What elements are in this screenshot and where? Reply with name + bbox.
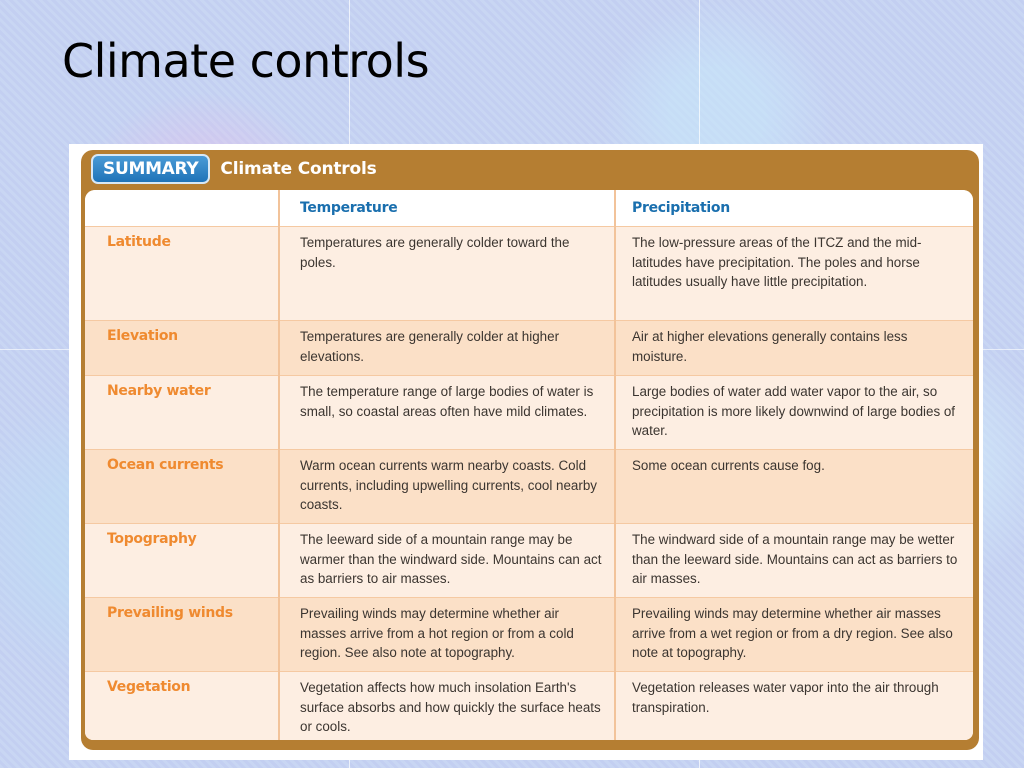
- table-row-nearby-water: [85, 376, 973, 450]
- precipitation-cell: Large bodies of water add water vapor to the air, so precipitation is more likely downwind of large bodies of water.: [615, 376, 973, 450]
- temperature-cell: Vegetation affects how much insolation Earth's surface absorbs and how quickly the surface heats or cools.: [279, 672, 615, 741]
- temperature-cell: The leeward side of a mountain range may be warmer than the windward side. Mountains can act as barriers to air masses.: [279, 524, 615, 598]
- column-header-temperature: Temperature: [279, 190, 615, 227]
- row-label: Ocean currents: [85, 450, 279, 524]
- precipitation-cell: The low-pressure areas of the ITCZ and the mid-latitudes have precipitation. The poles and horse latitudes usually have little precipitation.: [615, 227, 973, 321]
- table-row-prevailing-winds: [85, 598, 973, 672]
- precipitation-cell: Vegetation releases water vapor into the air through transpiration.: [615, 672, 973, 741]
- temperature-cell: Temperatures are generally colder toward the poles.: [279, 227, 615, 321]
- row-label: Latitude: [85, 227, 279, 321]
- table-row-ocean-currents: [85, 450, 973, 524]
- row-label: Vegetation: [85, 672, 279, 741]
- column-header-control: [85, 190, 279, 227]
- row-label: Nearby water: [85, 376, 279, 450]
- summary-frame: [81, 150, 979, 750]
- summary-title: Climate Controls: [220, 159, 377, 179]
- precipitation-cell: Some ocean currents cause fog.: [615, 450, 973, 524]
- precipitation-cell: The windward side of a mountain range may be wetter than the leeward side. Mountains can act as barriers to air masses.: [615, 524, 973, 598]
- climate-controls-table: [85, 190, 973, 740]
- table-row-elevation: [85, 321, 973, 376]
- summary-figure: [69, 144, 983, 760]
- table-row-vegetation: [85, 672, 973, 741]
- table-header-row: [85, 190, 973, 227]
- row-label: Topography: [85, 524, 279, 598]
- temperature-cell: Temperatures are generally colder at higher elevations.: [279, 321, 615, 376]
- row-label: Elevation: [85, 321, 279, 376]
- summary-badge: SUMMARY: [91, 154, 210, 184]
- table-row-topography: [85, 524, 973, 598]
- slide-title: Climate controls: [62, 34, 430, 88]
- row-label: Prevailing winds: [85, 598, 279, 672]
- precipitation-cell: Air at higher elevations generally contains less moisture.: [615, 321, 973, 376]
- temperature-cell: Warm ocean currents warm nearby coasts. Cold currents, including upwelling currents, cool nearby coasts.: [279, 450, 615, 524]
- table-row-latitude: [85, 227, 973, 321]
- column-header-precipitation: Precipitation: [615, 190, 973, 227]
- temperature-cell: The temperature range of large bodies of water is small, so coastal areas often have mild climates.: [279, 376, 615, 450]
- temperature-cell: Prevailing winds may determine whether air masses arrive from a hot region or from a cold region. See also note at topography.: [279, 598, 615, 672]
- summary-header: [81, 150, 979, 188]
- summary-table-container: [85, 190, 973, 740]
- precipitation-cell: Prevailing winds may determine whether air masses arrive from a wet region or from a dry region. See also note at topography.: [615, 598, 973, 672]
